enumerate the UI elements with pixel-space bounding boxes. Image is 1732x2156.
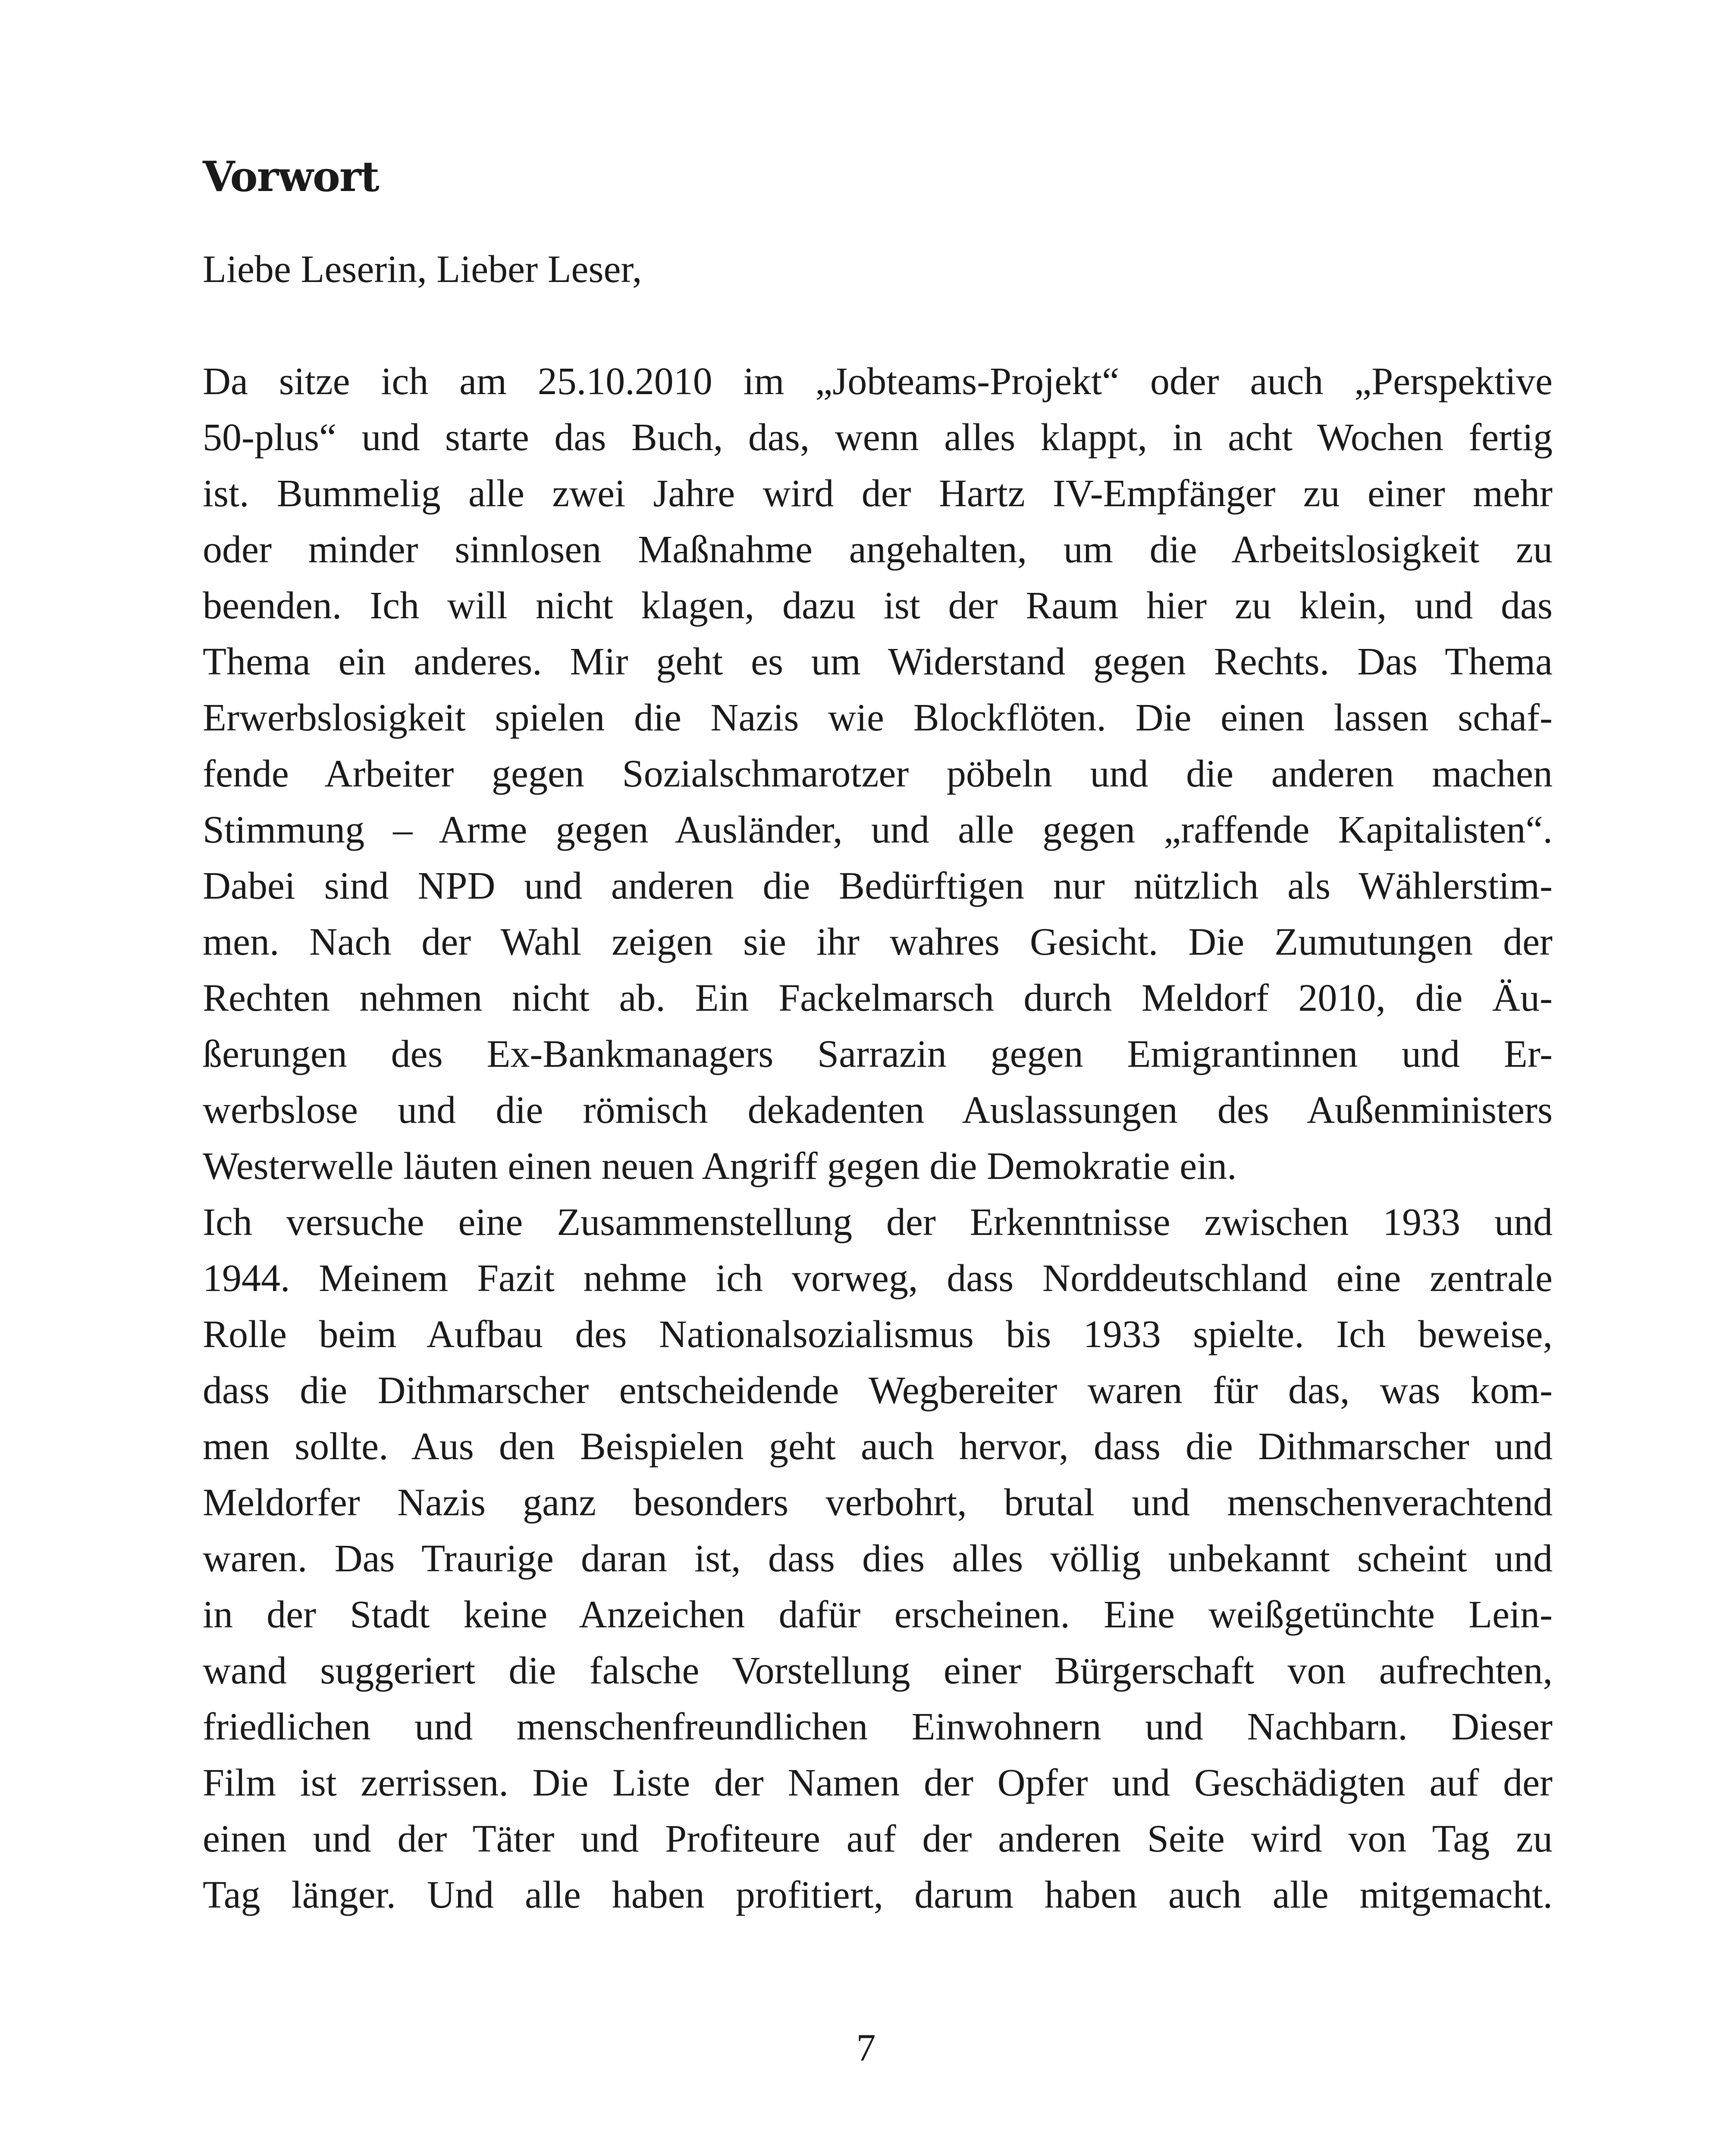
text-line: dass die Dithmarscher entscheidende Wegbereiter waren für das, was kom- — [203, 1369, 1553, 1412]
text-line: werbslose und die römisch dekadenten Auslassungen des Außenministers — [203, 1089, 1553, 1131]
text-line: oder minder sinnlosen Maßnahme angehalten, um die Arbeitslosigkeit zu — [203, 528, 1553, 571]
text-line: waren. Das Traurige daran ist, dass dies alles völlig unbekannt scheint und — [203, 1537, 1553, 1580]
text-line: Thema ein anderes. Mir geht es um Widerstand gegen Rechts. Das Thema — [203, 640, 1553, 683]
text-line: men. Nach der Wahl zeigen sie ihr wahres Gesicht. Die Zumutungen der — [203, 921, 1553, 963]
text-line: men sollte. Aus den Beispielen geht auch hervor, dass die Dithmarscher und — [203, 1425, 1553, 1468]
text-line: in der Stadt keine Anzeichen dafür erscheinen. Eine weißgetünchte Lein- — [203, 1593, 1553, 1636]
text-line: beenden. Ich will nicht klagen, dazu ist der Raum hier zu klein, und das — [203, 584, 1553, 627]
text-line: Erwerbslosigkeit spielen die Nazis wie Blockflöten. Die einen lassen schaf- — [203, 696, 1553, 739]
text-line: Dabei sind NPD und anderen die Bedürftigen nur nützlich als Wählerstim- — [203, 865, 1553, 907]
body-text — [203, 354, 1553, 1923]
text-line: friedlichen und menschenfreundlichen Einwohnern und Nachbarn. Dieser — [203, 1705, 1553, 1748]
chapter-heading: Vorwort — [203, 152, 379, 201]
text-line: Rechten nehmen nicht ab. Ein Fackelmarsch durch Meldorf 2010, die Äu- — [203, 977, 1553, 1019]
text-line: 1944. Meinem Fazit nehme ich vorweg, dass Norddeutschland eine zentrale — [203, 1257, 1553, 1300]
salutation: Liebe Leserin, Lieber Leser, — [203, 248, 642, 291]
text-line: Tag länger. Und alle haben profitiert, darum haben auch alle mitgemacht. — [203, 1874, 1553, 1916]
text-line: ist. Bummelig alle zwei Jahre wird der Hartz IV-Empfänger zu einer mehr — [203, 472, 1553, 515]
text-line: Da sitze ich am 25.10.2010 im „Jobteams-Projekt“ oder auch „Perspektive — [203, 360, 1553, 403]
text-line: einen und der Täter und Profiteure auf der anderen Seite wird von Tag zu — [203, 1818, 1553, 1860]
text-line: fende Arbeiter gegen Sozialschmarotzer pöbeln und die anderen machen — [203, 752, 1553, 795]
text-line: Film ist zerrissen. Die Liste der Namen der Opfer und Geschädigten auf der — [203, 1761, 1553, 1804]
page-number: 7 — [856, 2027, 876, 2069]
text-line: Stimmung – Arme gegen Ausländer, und alle gegen „raffende Kapitalisten“. — [203, 808, 1553, 851]
text-line: Rolle beim Aufbau des Nationalsozialismus bis 1933 spielte. Ich beweise, — [203, 1313, 1553, 1356]
text-line: 50-plus“ und starte das Buch, das, wenn alles klappt, in acht Wochen fertig — [203, 416, 1553, 459]
text-line: Westerwelle läuten einen neuen Angriff gegen die Demokratie ein. — [203, 1145, 1237, 1188]
text-line: Ich versuche eine Zusammenstellung der Erkenntnisse zwischen 1933 und — [203, 1201, 1553, 1244]
text-line: ßerungen des Ex-Bankmanagers Sarrazin gegen Emigrantinnen und Er- — [203, 1033, 1553, 1075]
text-line: Meldorfer Nazis ganz besonders verbohrt, brutal und menschenverachtend — [203, 1481, 1553, 1524]
text-line: wand suggeriert die falsche Vorstellung einer Bürgerschaft von aufrechten, — [203, 1649, 1553, 1692]
